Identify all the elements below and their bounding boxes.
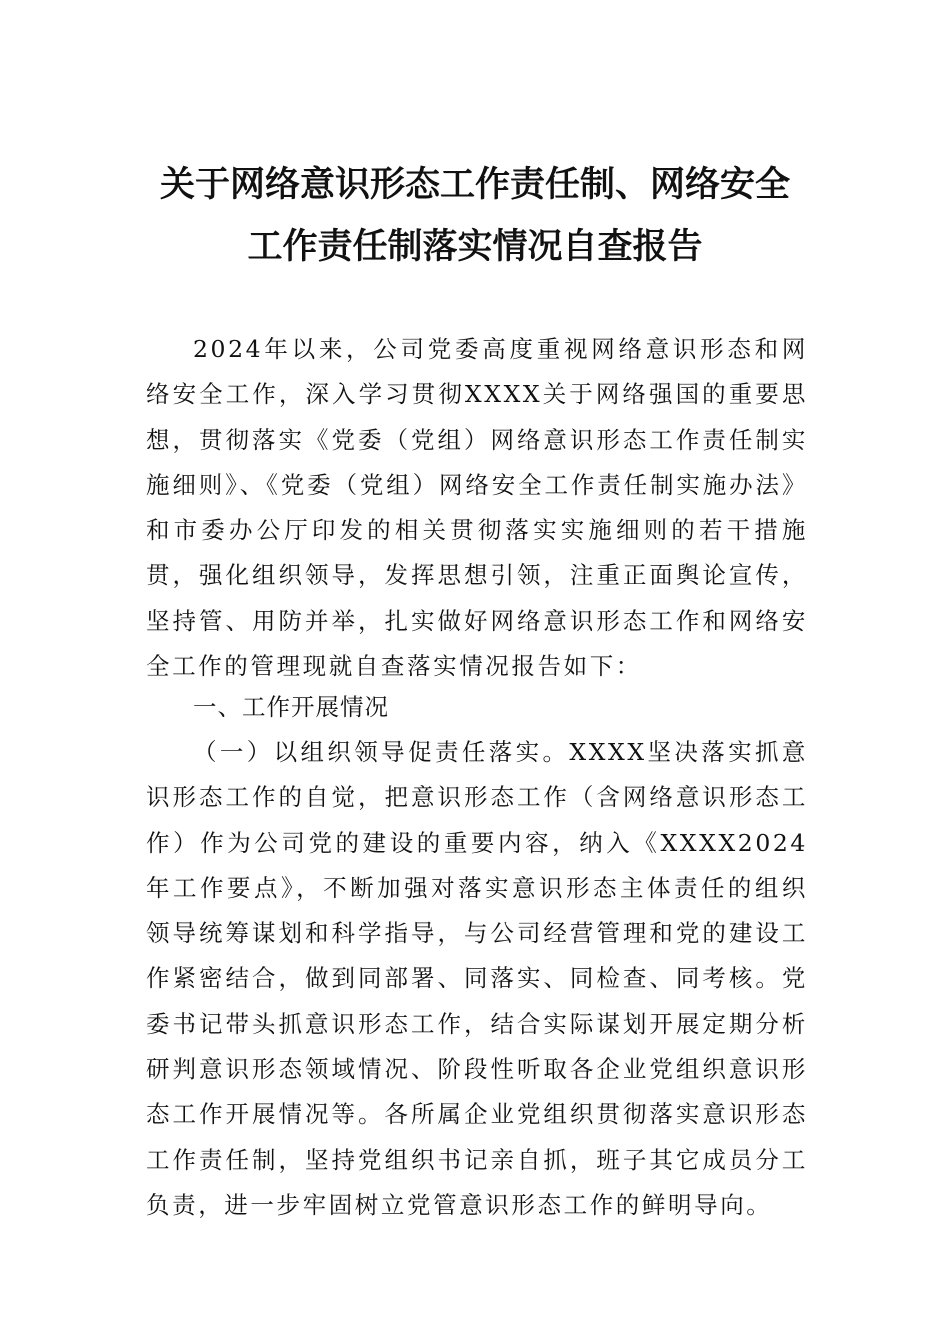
section-heading: 一、工作开展情况 [193,693,389,721]
document-title-line-2: 工作责任制落实情况自查报告 [247,227,703,267]
document-title-line-1: 关于网络意识形态工作责任制、网络安全 [159,165,790,205]
section-1-paragraph: （一）以组织领导促责任落实。XXXX坚决落实抓意识形态工作的自觉，把意识形态工作（含网络意识形态工作）作为公司党的建设的重要内容，纳入《XXXX2024年工作要点》，不断加强对落实意识形态主体责任的组织领导统筹谋划和科学指导，与公司经营管理和党的建设工作紧密结合，做到同部署、同落实、同检查、同考核。党委书记带头抓意识形态工作，结合实际谋划开展定期分析研判意识形态领域情况、阶段性听取各企业党组织意识形态工作开展情况等。各所属企业党组织贯彻落实意识形态工作责任制，坚持党组织书记亲自抓，班子其它成员分工负责，进一步牢固树立党管意识形态工作的鲜明导向。 [146,738,808,1219]
intro-paragraph: 2024年以来，公司党委高度重视网络意识形态和网络安全工作，深入学习贯彻XXXX关于网络强国的重要思想，贯彻落实《党委（党组）网络意识形态工作责任制实施细则》、《党委（党组）网络安全工作责任制实施办法》和市委办公厅印发的相关贯彻落实实施细则的若干措施贯，强化组织领导，发挥思想引领，注重正面舆论宣传，坚持管、用防并举，扎实做好网络意识形态工作和网络安全工作的管理现就自查落实情况报告如下： [146,335,808,681]
